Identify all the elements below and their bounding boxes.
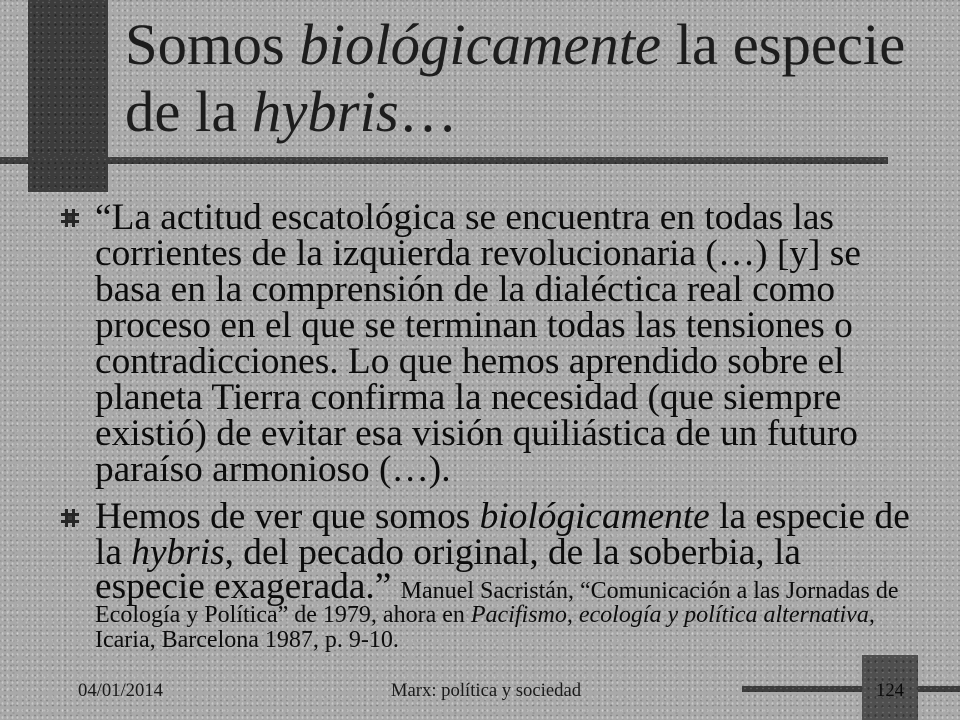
hash-bullet-icon xyxy=(61,509,79,527)
footer-rule xyxy=(742,686,960,692)
slide-number: 124 xyxy=(876,680,904,701)
citation-book-title: Pacifismo, ecología y política alternativa, xyxy=(470,602,875,628)
slide-title xyxy=(125,11,935,145)
text-segment: , del pecado original, de la soberbia, la xyxy=(224,532,801,573)
footer-title: Marx: política y sociedad xyxy=(390,680,582,701)
text-segment: la xyxy=(95,532,132,573)
footer-date: 04/01/2014 xyxy=(78,680,163,701)
citation-text: Manuel Sacristán, “Comunicación a las Jornadas de xyxy=(400,578,899,604)
quote-bullet-text: “La actitud escatológica se encuentra en todas las corrientes de la izquierda revolucionaria (…) [y] se basa en la comprensión de la dialéctica real como proceso en el que se terminan todas las tensiones o contradicciones. Lo que hemos aprendido sobre el planeta Tierra confirma la necesidad (que siempre existió) de evitar esa visión quiliástica de un futuro paraíso armonioso (…). xyxy=(95,197,861,490)
title-text: la especie de la xyxy=(125,12,906,144)
title-text: … xyxy=(398,79,458,144)
text-line xyxy=(95,496,925,537)
hash-bullet-icon xyxy=(61,209,79,227)
comment-bullet-text xyxy=(95,496,925,653)
text-segment: la especie de xyxy=(709,496,910,537)
citation-line xyxy=(95,603,925,628)
citation-text: Ecología y Política” de 1979, ahora en xyxy=(95,602,471,628)
italic-term: hybris xyxy=(131,532,225,573)
title-italic-term: biológicamente xyxy=(299,12,662,77)
title-italic-term: hybris xyxy=(252,79,399,144)
text-segment: Hemos de ver que somos xyxy=(95,496,480,537)
title-text: Somos xyxy=(125,12,300,77)
text-segment: especie exagerada.” xyxy=(95,566,401,607)
text-line xyxy=(95,566,925,607)
citation-text: Icaria, Barcelona 1987, p. 9-10. xyxy=(95,627,399,653)
italic-term: biológicamente xyxy=(479,496,710,537)
title-underline-bar xyxy=(0,157,888,164)
citation-line xyxy=(95,628,925,653)
